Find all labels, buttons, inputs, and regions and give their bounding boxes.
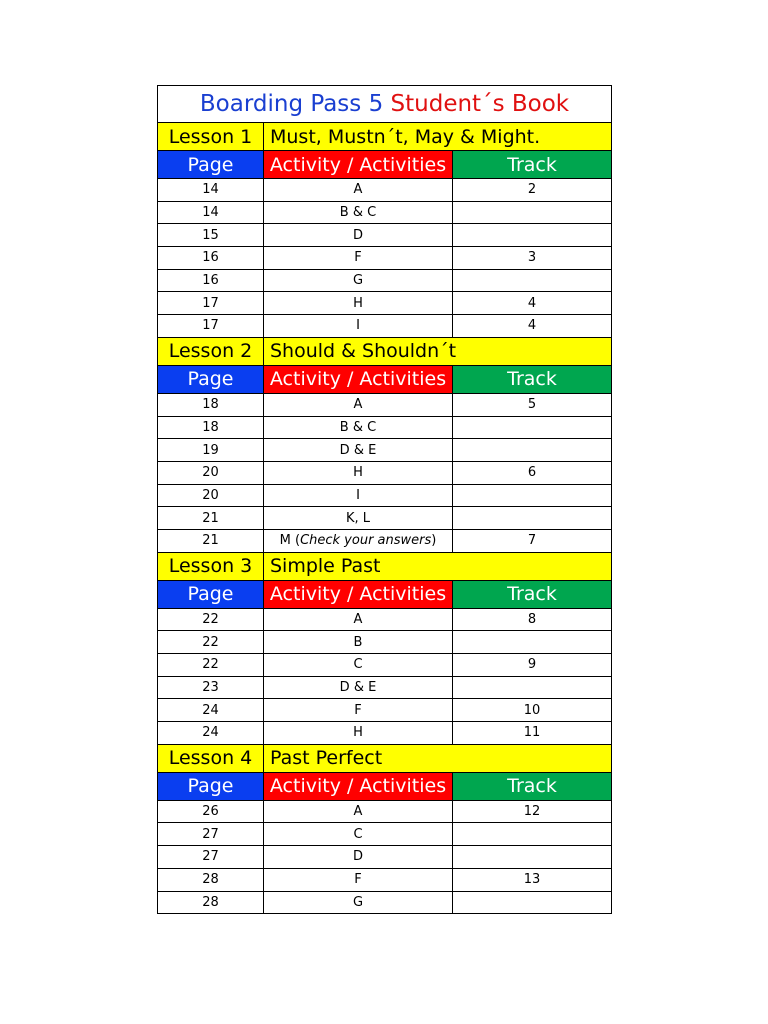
track-cell: 7	[453, 529, 612, 552]
table-row	[158, 416, 612, 439]
track-cell: 3	[453, 247, 612, 270]
track-cell: 9	[453, 654, 612, 677]
activity-cell: D	[264, 846, 453, 869]
track-cell: 2	[453, 179, 612, 202]
table-row	[158, 823, 612, 846]
activity-cell: B & C	[264, 201, 453, 224]
table-row	[158, 224, 612, 247]
activity-column-header: Activity / Activities	[264, 772, 453, 800]
table-row	[158, 393, 612, 416]
activity-text-after: )	[431, 533, 437, 549]
activity-cell: B	[264, 631, 453, 654]
lesson-row	[158, 123, 612, 151]
activity-cell: I	[264, 484, 453, 507]
table-row	[158, 461, 612, 484]
track-column-header: Track	[453, 772, 612, 800]
activity-column-header: Activity / Activities	[264, 580, 453, 608]
table-row	[158, 631, 612, 654]
track-cell: 4	[453, 292, 612, 315]
track-cell	[453, 224, 612, 247]
page-cell: 14	[158, 179, 264, 202]
column-header-row	[158, 151, 612, 179]
activity-cell	[264, 529, 453, 552]
column-header-row	[158, 365, 612, 393]
page-cell: 22	[158, 608, 264, 631]
page-cell: 26	[158, 800, 264, 823]
title-part-red: Student´s Book	[390, 91, 570, 117]
page-cell: 22	[158, 654, 264, 677]
table-row	[158, 722, 612, 745]
activity-cell: C	[264, 654, 453, 677]
track-cell: 5	[453, 393, 612, 416]
page-cell: 17	[158, 292, 264, 315]
table-row	[158, 654, 612, 677]
activity-cell: D & E	[264, 439, 453, 462]
activity-cell: F	[264, 699, 453, 722]
page-column-header: Page	[158, 365, 264, 393]
page-cell: 17	[158, 315, 264, 338]
lesson-row	[158, 552, 612, 580]
track-cell	[453, 416, 612, 439]
page-cell: 21	[158, 507, 264, 530]
page-column-header: Page	[158, 580, 264, 608]
table-row	[158, 608, 612, 631]
activity-note: Check your answers	[300, 533, 432, 549]
track-cell	[453, 507, 612, 530]
boarding-pass-sheet	[157, 85, 611, 914]
track-cell	[453, 823, 612, 846]
track-cell: 11	[453, 722, 612, 745]
lesson-name: Should & Shouldn´t	[264, 337, 612, 365]
activity-cell: K, L	[264, 507, 453, 530]
activity-cell: F	[264, 868, 453, 891]
page-cell: 16	[158, 269, 264, 292]
activity-cell: G	[264, 269, 453, 292]
table-row	[158, 247, 612, 270]
activity-cell: H	[264, 722, 453, 745]
title-part-blue: Boarding Pass 5	[199, 91, 384, 117]
title-row	[158, 86, 612, 123]
activity-cell: A	[264, 800, 453, 823]
table-row	[158, 699, 612, 722]
table-row	[158, 846, 612, 869]
activity-cell: C	[264, 823, 453, 846]
track-cell	[453, 484, 612, 507]
table-row	[158, 179, 612, 202]
table-row	[158, 292, 612, 315]
track-column-header: Track	[453, 580, 612, 608]
track-cell	[453, 891, 612, 914]
lesson-label: Lesson 2	[158, 337, 264, 365]
track-cell	[453, 201, 612, 224]
lesson-name: Past Perfect	[264, 744, 612, 772]
lesson-label: Lesson 3	[158, 552, 264, 580]
page-cell: 21	[158, 529, 264, 552]
page-cell: 28	[158, 891, 264, 914]
activity-cell: D & E	[264, 676, 453, 699]
table-row	[158, 439, 612, 462]
table-row	[158, 868, 612, 891]
table-body	[158, 86, 612, 914]
lesson-name: Must, Mustn´t, May & Might.	[264, 123, 612, 151]
activity-text: M (	[279, 533, 301, 549]
lesson-label: Lesson 1	[158, 123, 264, 151]
page-cell: 24	[158, 699, 264, 722]
column-header-row	[158, 772, 612, 800]
page-cell: 27	[158, 823, 264, 846]
track-cell: 6	[453, 461, 612, 484]
table-row	[158, 484, 612, 507]
track-cell	[453, 269, 612, 292]
page-column-header: Page	[158, 151, 264, 179]
activity-column-header: Activity / Activities	[264, 151, 453, 179]
track-cell	[453, 439, 612, 462]
activity-cell: A	[264, 179, 453, 202]
track-cell: 4	[453, 315, 612, 338]
page-cell: 20	[158, 484, 264, 507]
lesson-label: Lesson 4	[158, 744, 264, 772]
page-cell: 19	[158, 439, 264, 462]
page-cell: 18	[158, 393, 264, 416]
lesson-name: Simple Past	[264, 552, 612, 580]
activity-cell: A	[264, 393, 453, 416]
page-column-header: Page	[158, 772, 264, 800]
track-cell: 10	[453, 699, 612, 722]
activity-cell: H	[264, 461, 453, 484]
table-row	[158, 201, 612, 224]
activity-cell: F	[264, 247, 453, 270]
activity-cell: D	[264, 224, 453, 247]
page-cell: 23	[158, 676, 264, 699]
page-cell: 22	[158, 631, 264, 654]
table-row	[158, 315, 612, 338]
activity-cell: A	[264, 608, 453, 631]
table-row	[158, 891, 612, 914]
activity-cell: I	[264, 315, 453, 338]
page-cell: 28	[158, 868, 264, 891]
page-cell: 18	[158, 416, 264, 439]
table-row	[158, 507, 612, 530]
activity-cell: B & C	[264, 416, 453, 439]
track-cell	[453, 846, 612, 869]
lesson-row	[158, 744, 612, 772]
table-row	[158, 800, 612, 823]
track-list-table	[157, 85, 612, 914]
track-column-header: Track	[453, 151, 612, 179]
column-header-row	[158, 580, 612, 608]
track-cell	[453, 631, 612, 654]
page-cell: 16	[158, 247, 264, 270]
track-cell: 12	[453, 800, 612, 823]
page-cell: 14	[158, 201, 264, 224]
page-cell: 15	[158, 224, 264, 247]
page-cell: 24	[158, 722, 264, 745]
table-row	[158, 676, 612, 699]
activity-cell: G	[264, 891, 453, 914]
track-column-header: Track	[453, 365, 612, 393]
page-cell: 20	[158, 461, 264, 484]
lesson-row	[158, 337, 612, 365]
activity-column-header: Activity / Activities	[264, 365, 453, 393]
activity-cell: H	[264, 292, 453, 315]
page-title	[158, 86, 612, 123]
track-cell: 8	[453, 608, 612, 631]
track-cell	[453, 676, 612, 699]
table-row	[158, 269, 612, 292]
page-cell: 27	[158, 846, 264, 869]
track-cell: 13	[453, 868, 612, 891]
table-row	[158, 529, 612, 552]
